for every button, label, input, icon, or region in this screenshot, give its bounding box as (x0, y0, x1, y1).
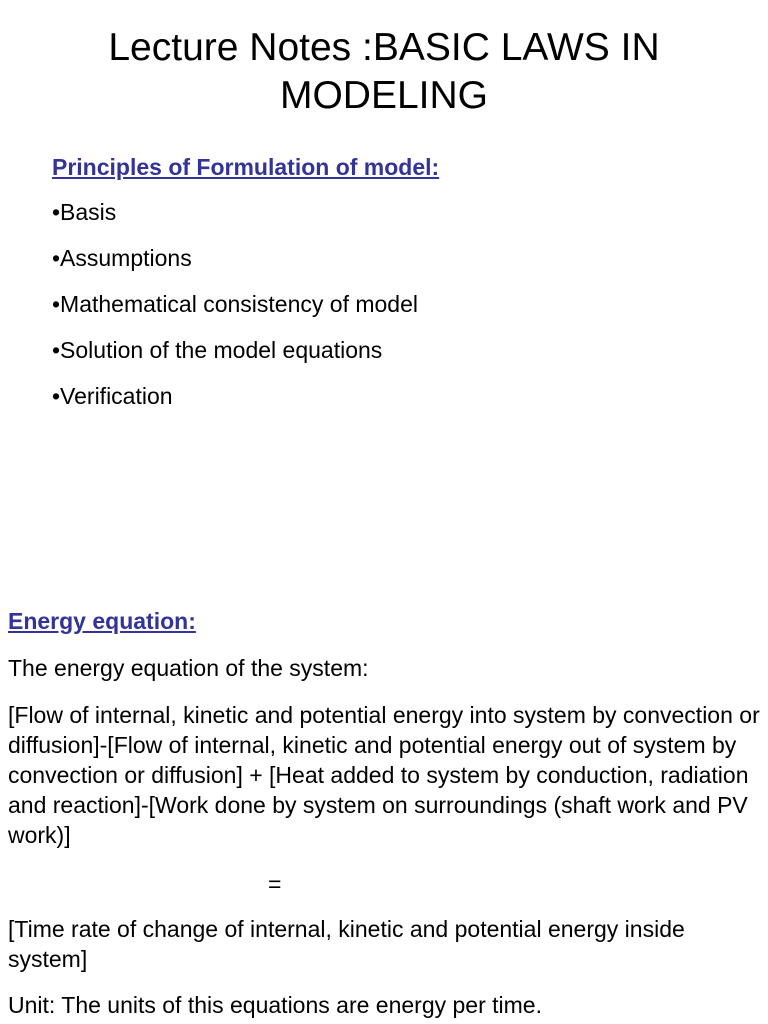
list-item: •Mathematical consistency of model (52, 291, 418, 317)
energy-unit-note: Unit: The units of this equations are energy per time. (8, 992, 542, 1018)
principles-list (52, 198, 418, 428)
list-item: •Assumptions (52, 245, 192, 271)
equals-sign: = (268, 871, 282, 897)
list-item: •Verification (52, 383, 173, 409)
list-item: •Solution of the model equations (52, 337, 383, 363)
energy-equation-rhs: [Time rate of change of internal, kinetic and potential energy inside system] (8, 916, 685, 972)
energy-heading: Energy equation: (8, 608, 196, 634)
principles-heading: Principles of Formulation of model: (52, 154, 440, 180)
energy-equation-lhs: [Flow of internal, kinetic and potential energy into system by convection or diffusion]-[Flow of internal, kinetic and potential energy out of system by convection or diffusion] + [Heat added to system by conduction, radiation and reaction]-[Work done by system on surroundings (shaft work and PV work)] (8, 702, 760, 848)
energy-intro: The energy equation of the system: (8, 655, 369, 681)
list-item: •Basis (52, 199, 117, 225)
page-title: Lecture Notes :BASIC LAWS IN MODELING (108, 26, 660, 117)
